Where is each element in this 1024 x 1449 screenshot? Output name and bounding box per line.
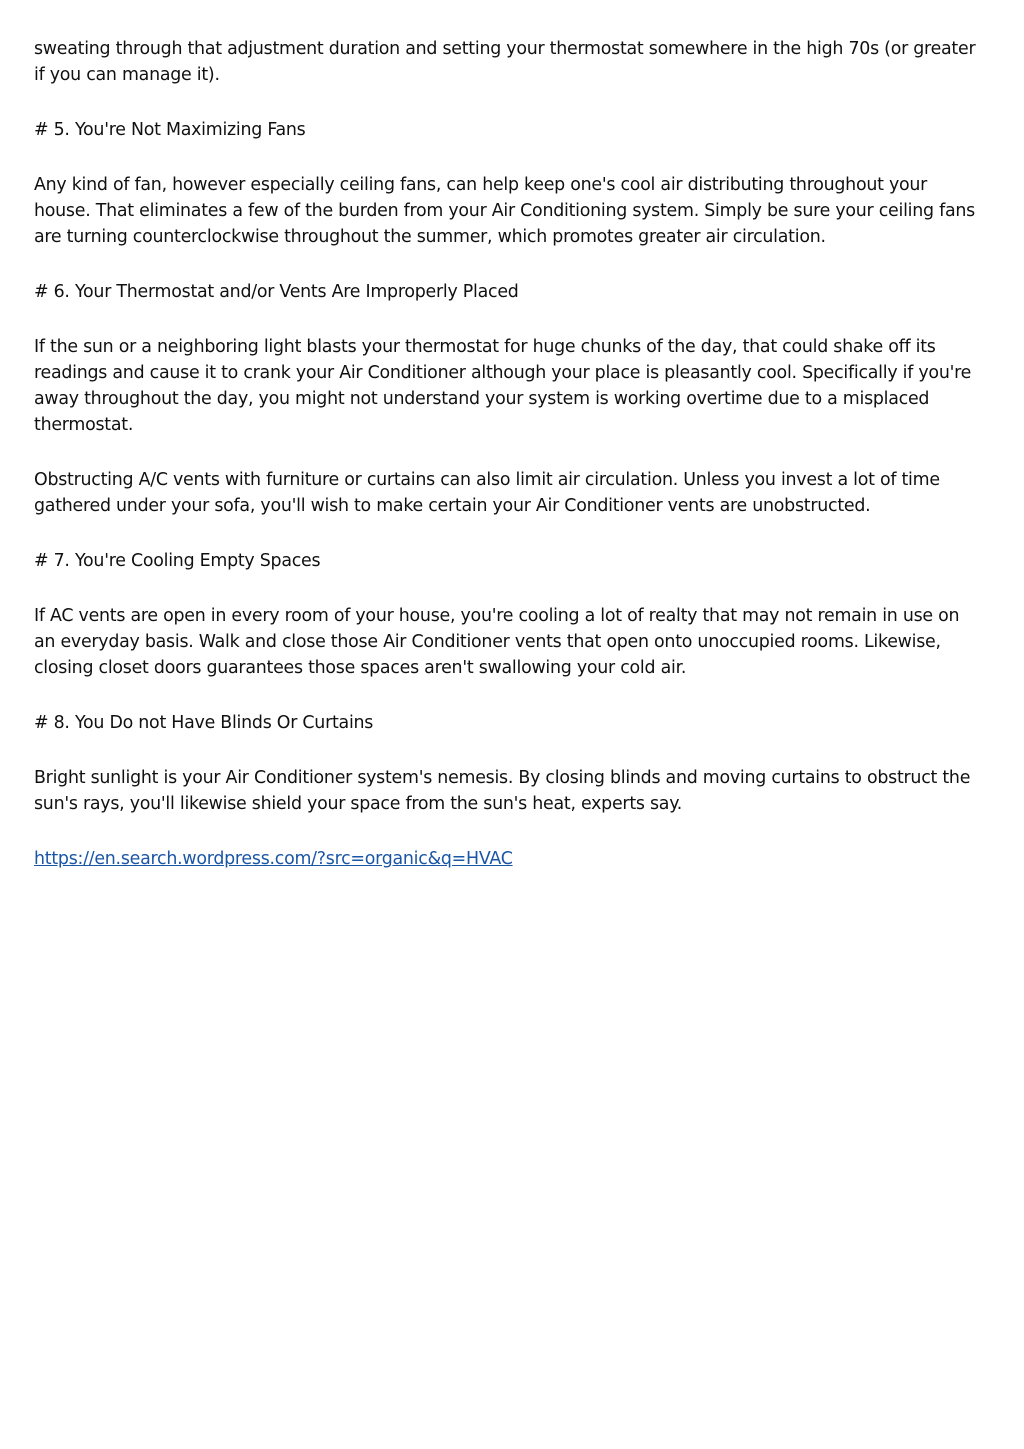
- heading-section-7: # 7. You're Cooling Empty Spaces: [34, 551, 321, 571]
- paragraph-vents: Obstructing A/C vents with furniture or curtains can also limit air circulation. Unless you invest a lot of time gathered under your sofa, you'll wish to make certain your Air Conditioner vents are unobstructed.: [34, 470, 940, 516]
- heading-section-5: # 5. You're Not Maximizing Fans: [34, 120, 306, 140]
- heading-section-6: # 6. Your Thermostat and/or Vents Are Improperly Placed: [34, 282, 519, 302]
- paragraph-empty-spaces: If AC vents are open in every room of your house, you're cooling a lot of realty that may not remain in use on an everyday basis. Walk and close those Air Conditioner vents that open onto unoccupied rooms. Likewise, closing closet doors guarantees those spaces aren't swallowing your cold air.: [34, 606, 960, 678]
- document-body: [34, 36, 984, 901]
- link-paragraph: [34, 846, 984, 872]
- source-link[interactable]: https://en.search.wordpress.com/?src=organic&q=HVAC: [34, 849, 513, 869]
- paragraph-intro: sweating through that adjustment duration and setting your thermostat somewhere in the high 70s (or greater if you can manage it).: [34, 39, 976, 85]
- paragraph-fans: Any kind of fan, however especially ceiling fans, can help keep one's cool air distributing throughout your house. That eliminates a few of the burden from your Air Conditioning system. Simply be sure your ceiling fans are turning counterclockwise throughout the summer, which promotes greater air circulation.: [34, 175, 975, 247]
- paragraph-blinds: Bright sunlight is your Air Conditioner system's nemesis. By closing blinds and moving curtains to obstruct the sun's rays, you'll likewise shield your space from the sun's heat, experts say.: [34, 768, 971, 814]
- paragraph-thermostat: If the sun or a neighboring light blasts your thermostat for huge chunks of the day, that could shake off its readings and cause it to crank your Air Conditioner although your place is pleasantly cool. Specifically if you're away throughout the day, you might not understand your system is working overtime due to a misplaced thermostat.: [34, 337, 972, 435]
- heading-section-8: # 8. You Do not Have Blinds Or Curtains: [34, 713, 374, 733]
